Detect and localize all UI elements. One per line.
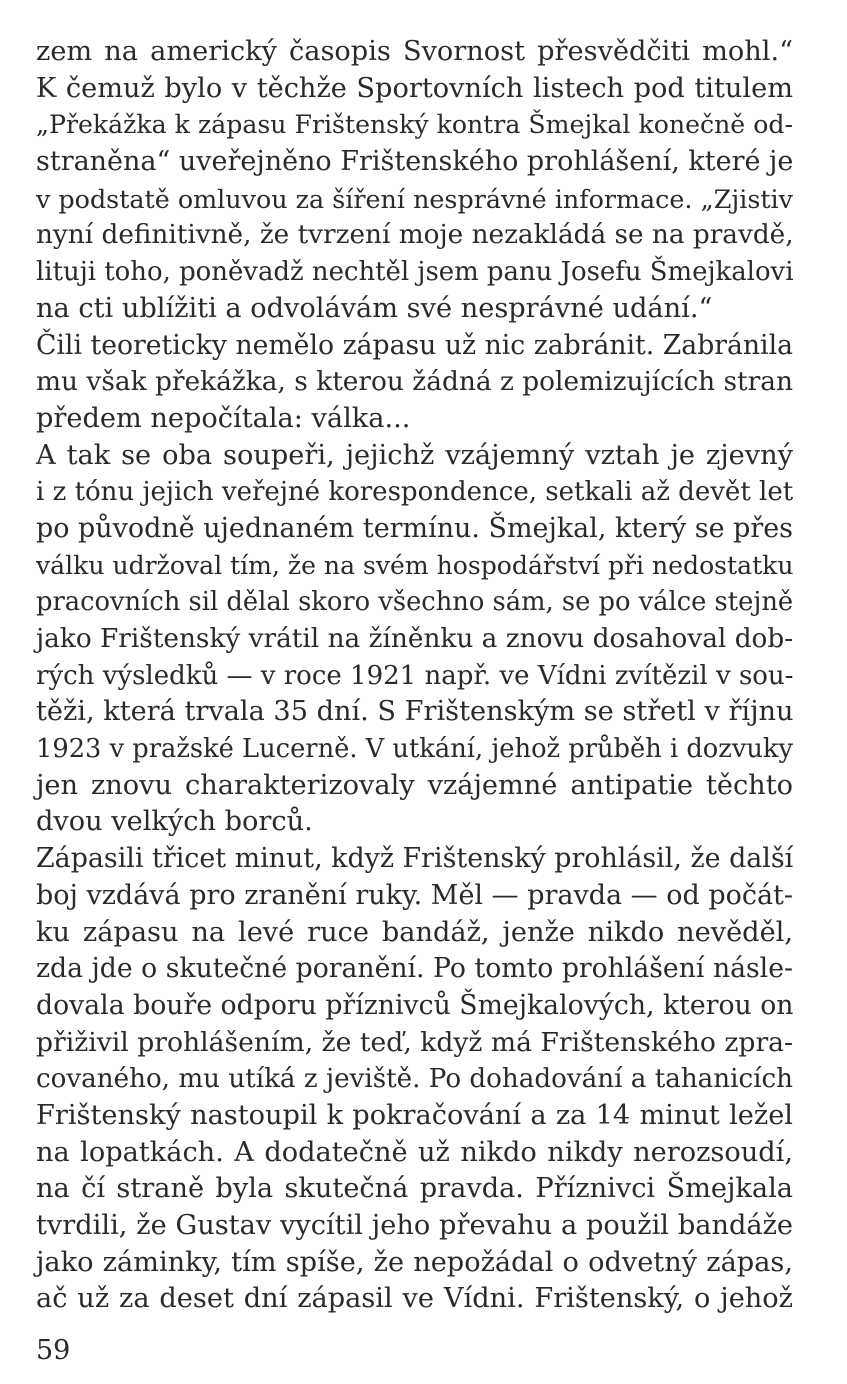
text-line: po původně ujednaném termínu. Šmejkal, který se přes (36, 512, 793, 544)
text-line: „Překážka k zápasu Frištenský kontra Šmejkal konečně od- (36, 110, 793, 140)
text-line: rých výsledků — v roce 1921 např. ve Vídni zvítězil v sou- (36, 660, 794, 691)
text-line: ku zápasu na levé ruce bandáž, jenže nikdo nevěděl, (36, 916, 793, 948)
text-line: jako záminky, tím spíše, že nepožádal o odvetný zápas, (36, 1246, 793, 1278)
text-line: pracovních sil dělal skoro všechno sám, se po válce stejně (36, 587, 794, 618)
body-text (36, 34, 793, 1318)
text-line: na lopatkách. A dodatečně už nikdo nikdy nerozsoudí, (36, 1136, 793, 1168)
text-line: 1923 v pražské Lucerně. V utkání, jehož průběh i dozvuky (36, 734, 793, 765)
page-number: 59 (36, 1335, 71, 1366)
text-line: na čí straně byla skutečná pravda. Příznivci Šmejkala (36, 1173, 793, 1205)
text-line: Zápasili třicet minut, když Frištenský prohlásil, že další (36, 843, 794, 875)
text-line: boj vzdává pro zranění ruky. Měl — pravda — od počát- (36, 879, 793, 911)
text-line: K čemuž bylo v těchže Sportovních listech pod titulem (36, 72, 793, 104)
text-line: jako Frištenský vrátil na žíněnku a znovu dosahoval dob- (36, 624, 794, 654)
text-line: zda jde o skutečné poranění. Po tomto prohlášení násle- (36, 953, 793, 985)
text-line: jen znovu charakterizovaly vzájemné antipatie těchto (36, 769, 793, 801)
text-line: v podstatě omluvou za šíření nesprávné informace. „Zjistiv (36, 183, 793, 214)
text-line: předem nepočítala: válka... (36, 402, 411, 434)
text-line: přiživil prohlášením, že teď, když má Frištenského zpra- (36, 1026, 793, 1058)
text-line: Čili teoreticky nemělo zápasu už nic zabránit. Zabránila (36, 329, 793, 361)
text-line: na cti ublížiti a odvolávám své nesprávné udání.“ (36, 292, 713, 324)
text-line: Frištenský nastoupil k pokračování a za 14 minut ležel (36, 1099, 793, 1131)
text-line: mu však překážka, s kterou žádná z polemizujících stran (36, 366, 793, 398)
text-line: těži, která trvala 35 dní. S Frištenským se střetl v říjnu (36, 696, 794, 728)
text-line: zem na americký časopis Svornost přesvědčiti mohl.“ (36, 36, 793, 67)
text-line: lituji toho, poněvadž nechtěl jsem panu Josefu Šmejkalovi (36, 257, 794, 288)
text-line: nyní definitivně, že tvrzení moje nezakládá se na pravdě, (36, 220, 794, 251)
text-line: ač už za deset dní zápasil ve Vídni. Frištenský, o jehož (36, 1283, 793, 1315)
text-line: A tak se oba soupeři, jejichž vzájemný vztah je zjevný (36, 439, 793, 471)
text-line: covaného, mu utíká z jeviště. Po dohadování a tahanicích (36, 1064, 793, 1095)
text-line: i z tónu jejich veřejné korespondence, setkali až devět let (36, 477, 794, 508)
text-line: dvou velkých borců. (36, 806, 313, 838)
text-line: straněna“ uveřejněno Frištenského prohlášení, které je (36, 146, 794, 178)
text-line: válku udržoval tím, že na svém hospodářství při nedostatku (36, 550, 794, 580)
text-line: dovala bouře odporu příznivců Šmejkalových, kterou on (36, 989, 794, 1021)
text-line: tvrdili, že Gustav vycítil jeho převahu a použil bandáže (36, 1210, 793, 1241)
